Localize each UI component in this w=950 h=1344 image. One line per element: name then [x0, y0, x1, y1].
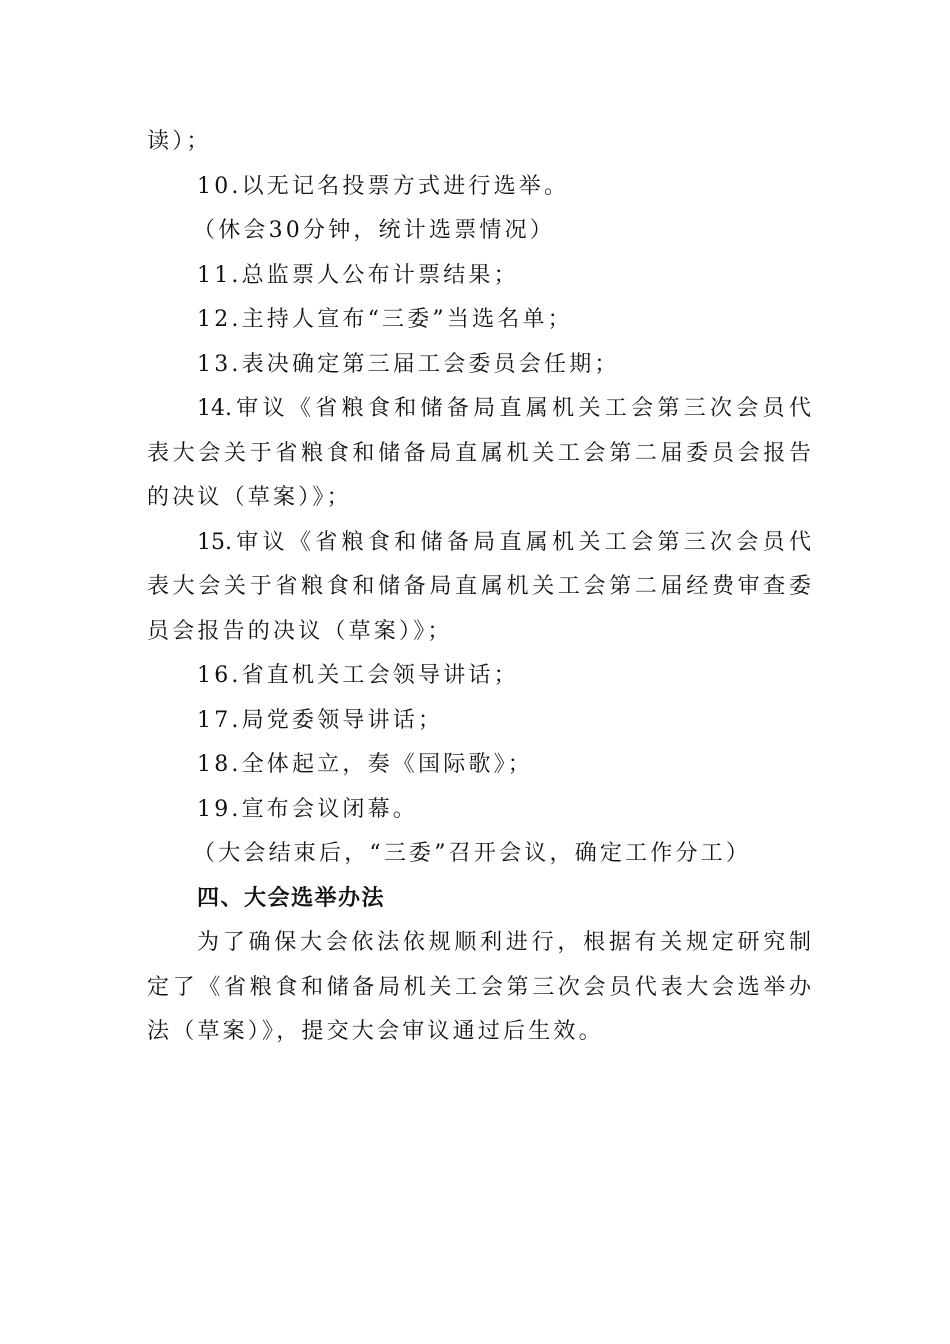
agenda-item-10: 10.以无记名投票方式进行选举。 [197, 173, 570, 199]
agenda-item-19: 19.宣布会议闭幕。 [197, 796, 418, 822]
text-line: 表大会关于省粮食和储备局直属机关工会第二届委员会报告 [147, 440, 811, 466]
agenda-item-11: 11.总监票人公布计票结果； [197, 262, 519, 288]
recess-note: （休会30分钟，统计选票情况） [193, 218, 555, 243]
agenda-item-15: 15.审议《省粮食和储备局直属机关工会第三次会员代 [197, 529, 811, 555]
text-line: 表大会关于省粮食和储备局直属机关工会第二届经费审查委 [147, 574, 811, 599]
agenda-item-13: 13.表决确定第三届工会委员会任期； [197, 351, 620, 377]
agenda-item-18: 18.全体起立，奏《国际歌》； [197, 752, 533, 777]
paragraph-line: 为了确保大会依法依规顺利进行，根据有关规定研究制 [197, 930, 811, 955]
text-line: 的决议（草案）》； [147, 485, 352, 510]
document-page [147, 120, 811, 1055]
agenda-item-17: 17.局党委领导讲话； [197, 707, 444, 733]
text-line: 员会报告的决议（草案）》； [147, 618, 453, 644]
post-meeting-note: （大会结束后，“三委”召开会议，确定工作分工） [193, 841, 752, 866]
agenda-item-14: 14.审议《省粮食和储备局直属机关工会第三次会员代 [197, 396, 811, 421]
agenda-item-12: 12.主持人宣布“三委”当选名单； [197, 307, 573, 332]
agenda-item-16: 16.省直机关工会领导讲话； [197, 663, 519, 688]
paragraph-line: 法（草案）》，提交大会审议通过后生效。 [147, 1019, 604, 1044]
section-heading: 四、大会选举办法 [197, 885, 386, 911]
paragraph-line: 定了《省粮食和储备局机关工会第三次会员代表大会选举办 [147, 974, 811, 1000]
text-line: 读）； [147, 129, 212, 154]
